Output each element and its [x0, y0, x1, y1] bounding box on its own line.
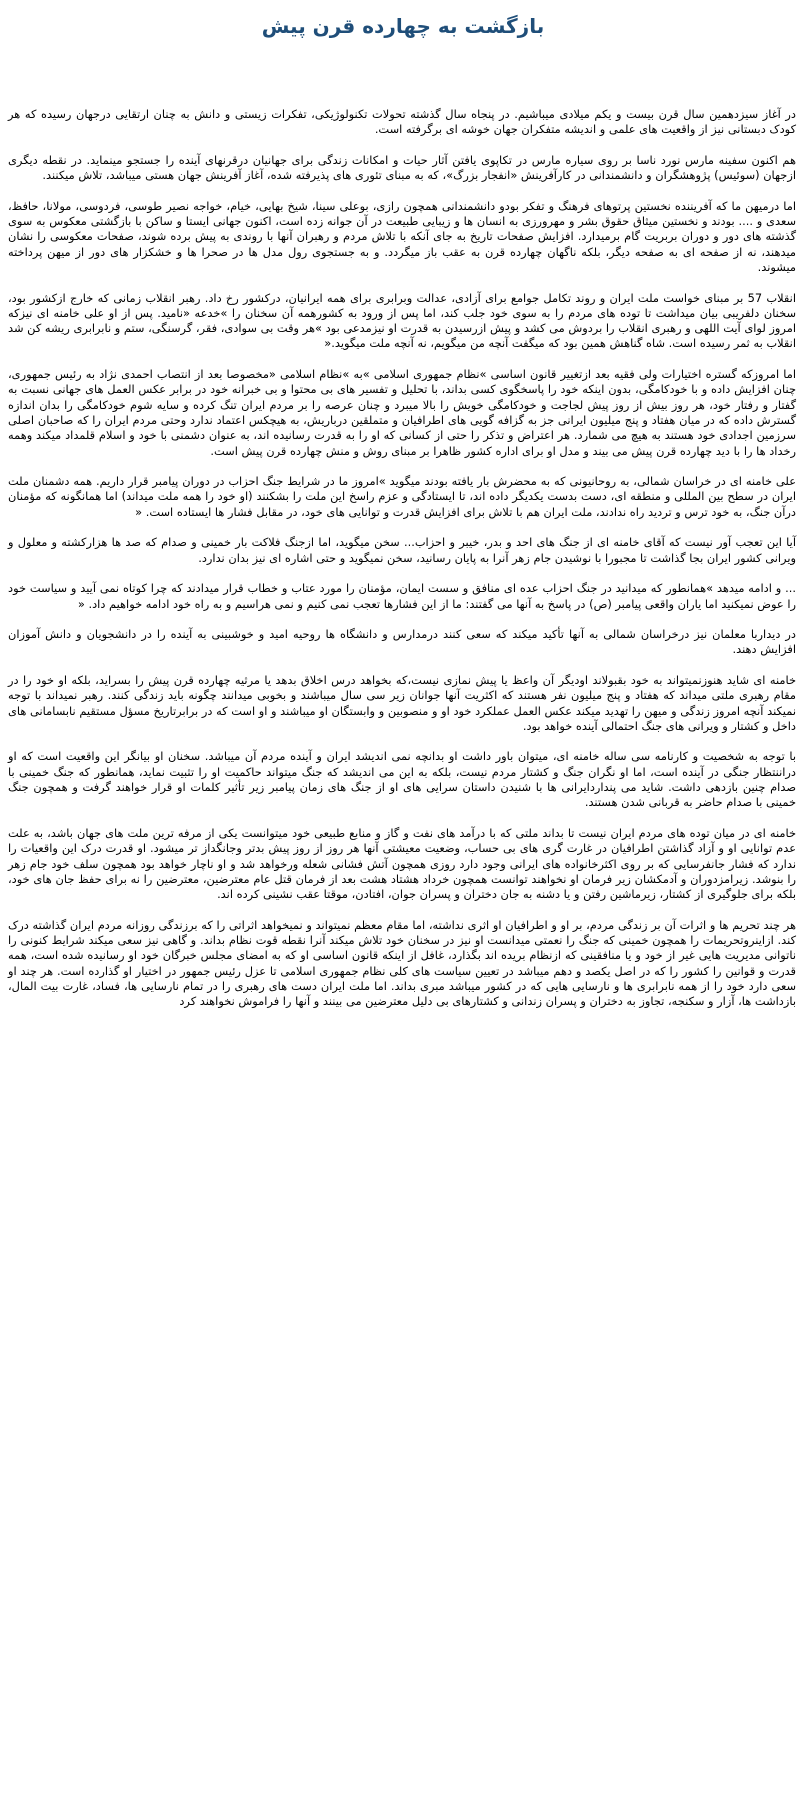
paragraph-1: در آغاز سیزدهمین سال قرن بیست و یکم میلادی میباشیم. در پنجاه سال گذشته تحولات تکنولوژیکی، تفکرات زیستی و دانش به چنان ارتقایی درجهان رسیده که هر کودک دبستانی نیز از واقعیت های علمی و اندیشه متفکران جهان خوشه ای برگرفته است. [8, 107, 796, 137]
paragraph-6: علی خامنه ای در خراسان شمالی، به روحانیونی که به محضرش بار یافته بودند میگوید »امروز ما در شرایط جنگ احزاب در دوران پیامبر قرار داریم. همه دشمنان ملت ایران در سطح بین المللی و منطقه ای، دست بدست یکدیگر داده اند، تا ایستادگی و عزم راسخ این ملت را بشکنند (او خود را همه ملت میداند) اما همانگونه که مؤمنان درآن جنگ، به خود ترس و تردید راه ندادند، ملت ایران هم با تلاش برای افزایش قدرت و توانایی های خود، در مقابل فشار ها ایستاده است. « [8, 474, 796, 519]
article-body [8, 107, 796, 1025]
page-title: بازگشت به چهارده قرن پیش [261, 14, 545, 38]
paragraph-9: در دیداربا معلمان نیز درخراسان شمالی به آنها تأکید میکند که سعی کنند درمدارس و دانشگاه ها روحیه امید و خوشبینی به آینده را در دانشجویان و دانش آموزان افزایش دهند. [8, 627, 796, 657]
paragraph-12: خامنه ای در میان توده های مردم ایران نیست تا بداند ملتی که با درآمد های نفت و گاز و منابع طبیعی خود میتوانست یکی از مرفه ترین ملت های جهان باشد، به علت عدم توانایی او و آزاد گذاشتن اطرافیان در غارت گری های بی حساب، وضعیت معیشتی آنها هر روز از روز پیش بدتر وجانگداز تر میشود. او قدرت درک این واقعیات را ندارد که فشار جانفرسایی که بر روی اکثرخانواده های ایرانی وجود دارد روزی همچون آتش فشانی شعله ورخواهد شد و او ناچار خواهد بود همچون سلف خود جام زهر را بنوشد. زیرامزدوران و آدمکشان زیر فرمان او نخواهند توانست همچون خرداد هشتاد هشت بعد از فرمان قتل عام معترضین، معترضین را نه برای حفظ جان های خود، بلکه برای جلوگیری از کشتار، زیرماشین رفتن و یا دشنه به جان دختران و پسران جوان، افتادن، موقتا عقب نشینی کرده اند. [8, 825, 796, 902]
paragraph-13: هر چند تحریم ها و اثرات آن بر زندگی مردم، بر او و اطرافیان او اثری نداشته، اما مقام معظم نمیتواند و نمیخواهد اثراتی را که برزندگی روزانه مردم ایران گذاشته درک کند. ازاینروتحریمات را همچون خمینی که جنگ را نعمتی میدانست او نیز در سخنان خود تلاش میکند آنرا نقطه قوت نظام بداند. و گاهی نیز سعی میکند شرایط کنونی را ناتوانی مدیریت هایی غیر از خود و یا منافقینی که ازنظام بریده اند بگذارد، غافل از اینکه قانون اساسی او که به امضای مجلس خبرگان خود او رسانیده شده است، همه قدرت و قوانین را کشور را که در اصل یکصد و دهم میباشد در تعیین سیاست های کلی نظام جمهوری اسلامی تا عزل رئیس جمهور در اختیار او گذارده است. هر چند او سعی دارد خود را از همه نابرابری ها و نارسایی هایی که در کشور میباشد مبری بداند. اما ملت ایران دست های رهبری را در تمام نارسایی ها، فساد، غارت بیت المال، بازداشت ها، آزار و سکنجه، تجاوز به دختران و پسران زندانی و کشتارهای بی دلیل معترضین می بینند و آنها را فراموش نخواهند کرد [8, 917, 796, 1009]
paragraph-11: با توجه به شخصیت و کارنامه سی ساله خامنه ای، میتوان باور داشت او بدانچه نمی اندیشد ایران و آینده مردم آن میباشد. سخنان او بیانگر این واقعیت است که او دراننتظار جنگی در آینده است، اما او نگران جنگ و کشتار مردم نیست، بلکه به این می اندیشد که جنگ میتواند حاکمیت او را تثبیت نماید، همانطور که جنگ خمینی با صدام چنین بازدهی داشت. شاید می پنداردایرانی ها با شنیدن داستان سرایی های او از جنگ های زمان پیامبر زیر تأثیر کلمات او قرار خواهند گرفت و همچون جنگ خمینی با صدام حاضر به قربانی شدن هستند. [8, 749, 796, 810]
paragraph-10: خامنه ای شاید هنوزنمیتواند به خود بقبولاند اودیگر آن واعظ یا پیش نمازی نیست،که بخواهد درس اخلاق بدهد یا مرثیه چهارده قرن پیش را بسراید، بلکه او خود را در مقام رهبری ملتی میداند که هفتاد و پنج میلیون نفر هستند که اکثریت آنها جوانان زیر سی سال میباشند و بخوبی میدانند چگونه باید زندگی کنند. رهبر نمیداند با توجه نمیکند آنچه امروز زندگی و میهن را تهدید میکند عکس العمل عملکرد خود او و منصوبین و وابستگان او میباشند و او است که در برابرتاریخ مسؤل مستقیم نابسامانی های داخل و کشتار و ویرانی های جنگ احتمالی آینده خواهد بود. [8, 672, 796, 733]
paragraph-3: اما درمیهن ما که آفریننده نخستین پرتوهای فرهنگ و تفکر بودو دانشمندانی همچون رازی، بوعلی سینا، شیخ بهایی، خیام، خواجه نصیر طوسی، فردوسی، مولانا، حافظ، سعدی و .... بودند و نخستین میثاق حقوق بشر و مهرورزی به انسان ها و زیبایی طبیعت در آن جوانه زده است، اکنون جهانی ایستا و ساکن با بازگشتی معکوس به سوی گذشته های دور و دوران بربریت گام برمیدارد. افزایش صفحات تاریخ به جای آنکه با تلاش مردم و رهبران آنها با روندی به پیش برده شوند، صفحات معکوسی را نشان میدهند، نه از صفحه ای به صفحه دیگر، بلکه ناگهان چهارده قرن به عقب باز میگردد. و به جستجوی رول مدل ها در صحرا ها و خشکزار های دور از میهن پرداخته میشوند. [8, 198, 796, 274]
paragraph-4: انقلاب 57 بر مبنای خواست ملت ایران و روند تکامل جوامع برای آزادی، عدالت وبرابری برای همه ایرانیان، درکشور رخ داد. رهبر انقلاب زمانی که خارج ازکشور بود، سخنان دلفریبی بیان میداشت تا توده های مردم را به سوی خود جلب کند، اما پس از ورود به کشورهمه آن سخنان را »خدعه «نامید. پس از او علی خامنه ای نیزکه امروز لوای آیت اللهی و رهبری انقلاب را بردوش می کشد و پیش ازرسیدن به قدرت او نیزمدعی بود »هر وقت بی سوادی، فقر، گرسنگی، ستم و نابرابری ریشه کن شد انقلاب به ثمر رسیده است. شاه گناهش همین بود که میگفت آنچه من میگویم، نه آنچه ملت میگوید.« [8, 290, 796, 351]
paragraph-7: آیا این تعجب آور نیست که آقای خامنه ای از جنگ های احد و بدر، خیبر و احزاب... سخن میگوید، اما ازجنگ فلاکت بار خمینی و صدام که صد ها هزارکشته و معلول و ویرانی کشور ایران بجا گذاشت تا مجبورا با نوشیدن جام زهر آنرا به پایان رسانید، سخن نمیگوید و حتی اشاره ای نیز بدان ندارد. [8, 535, 796, 565]
paragraph-5: اما امروزکه گستره اختیارات ولی فقیه بعد ازتغییر قانون اساسی »نظام جمهوری اسلامی »به »نظام اسلامی «مخصوصا بعد از انتصاب احمدی نژاد به رئیس جمهوری، چنان افزایش داده و با خودکامگی، بدون اینکه خود را پاسخگوی کسی بداند، با تحلیل و تفسیر های بی محتوا و بی خبرانه خود در برابر عکس العمل های جهانی نسبت به گفتار و رفتار خود، هر روز بیش از روز پیش لجاجت و خودکامگی خویش را بالا میبرد و چنان عرصه را بر مردم ایران تنگ کرده و سایه شوم خودکامگی را بدان اندازه گسترش داده که در میان هفتاد و پنج میلیون ایرانی جز به گزافه گویی های اطرافیان و متملقین درباریش، به هیچکس اعتماد ندارد وحتی مردم ایران را که صاحبان اصلی سرزمین اجدادی خود هستند به هیچ می شمارد. هر اعتراض و تذکر را حتی از کسانی که او را به قدرت رسانیده اند، به عنوان دشمنی با خود و اسلام قلمداد میکند وهمه رخداد ها را با دید چهارده قرن پیش می بیند و مدل او برای اداره کشور ظاهرا بر مبنای روش و منش چهارده قرن پیش است. [8, 367, 796, 458]
paragraph-2: هم اکنون سفینه مارس نورد ناسا بر روی سیاره مارس در تکاپوی یافتن آثار حیات و امکانات زندگی برای جهانیان درقرنهای آینده را جستجو مینماید. در نقطه دیگری ازجهان (سوئیس) پژوهشگران و دانشمندانی در کارآفرینش «انفجار بزرگ»، که به مبنای تئوری های پذیرفته شده، آغاز آفرینش جهان هستی میباشد، تلاش میکنند. [8, 152, 796, 183]
paragraph-8: ... و ادامه میدهد »همانطور که میدانید در جنگ احزاب عده ای منافق و سست ایمان، مؤمنان را مورد عتاب و خطاب قرار میدادند که چرا کوتاه نمی آیید و سیاست خود را عوض نمیکنید اما یاران واقعی پیامبر (ص) در پاسخ به آنها می گفتند: ما از این فشارها تعجب نمی کنیم و نمی هراسیم و به راه خود ادامه خواهیم داد. « [8, 581, 796, 611]
